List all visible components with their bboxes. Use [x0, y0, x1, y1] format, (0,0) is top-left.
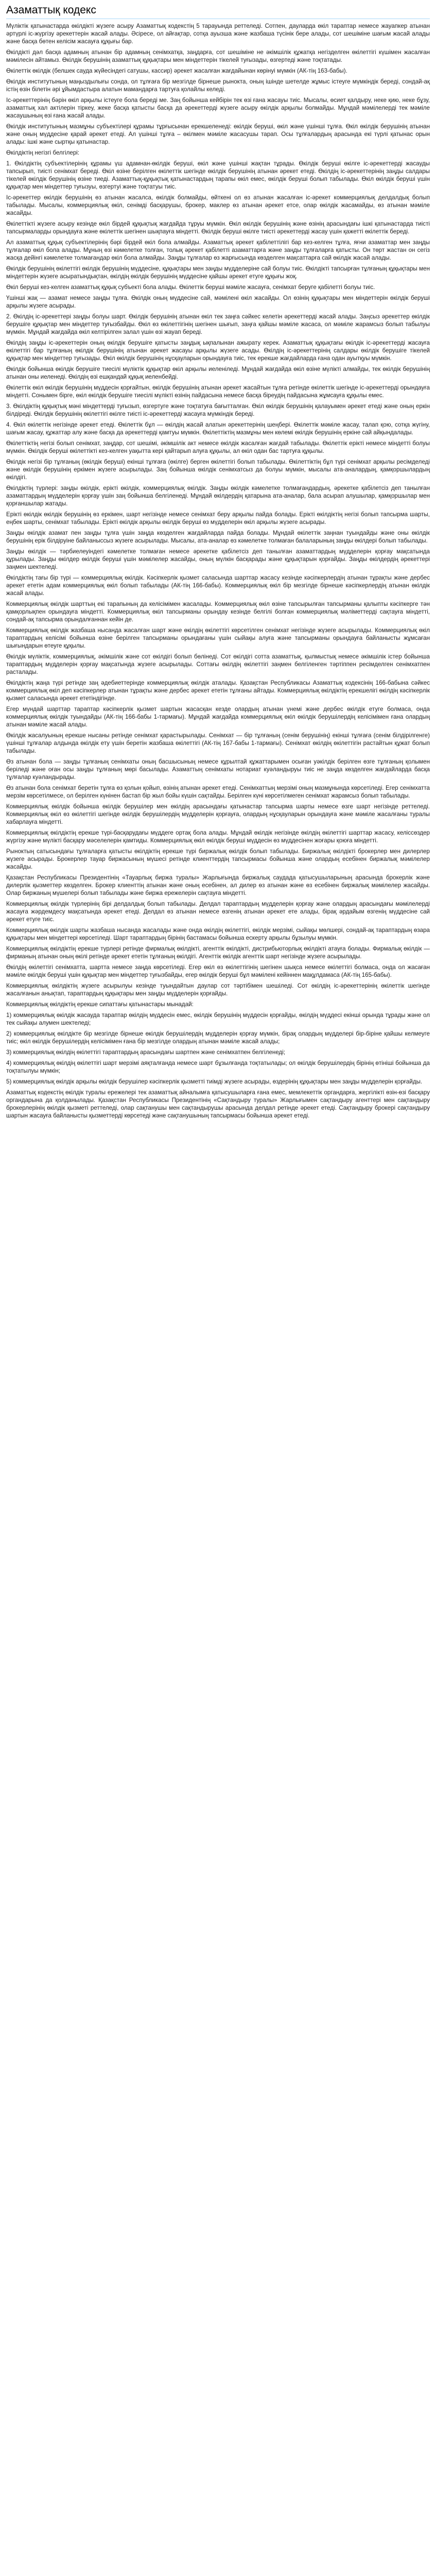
- paragraph: Коммерциялық өкілдіктің ерекше сипаттағы қатынастары мынадай:: [6, 1001, 194, 1008]
- paragraph: Коммерциялық өкілдіктің ерекше түрі-басқарудағы мүддеге ортақ бола алады. Мұндай өкілдік негізінде өкілдің өкілеттігі шарттар жасасу, келіссөздер жүргізу және мүлікті басқару мәселелерін қамтиды. Коммерциялық өкіл өкілдік беруші мүддесін өз мүддесінен жоғары қоюға міндетті.: [6, 829, 430, 844]
- paragraph: Рыноктың сатысындағы тұлғаларға қатысты өкілдіктің ерекше түрі биржалық өкілдік болып табылады. Биржалық өкілдікті брокерлер мен дилерлер жүзеге асырады. Брокерлер тауар биржасының мүшесі ретінде клиенттердің тапсырмасы бойынша және олардың есебінен биржалық мәмілелер жасайды.: [6, 848, 430, 870]
- paragraph: Коммерциялық өкілдік шарты жазбаша нысанда жасалады және онда өкілдің өкілеттігі, өкілдік мерзімі, сыйақы мөлшері, сондай-ақ тараптардың өзара құқықтары мен міндеттері көрсетіледі. Шарт тараптардың бірінің бастамасы бойынша ескерту арқылы бұзылуы мүмкін.: [6, 927, 430, 941]
- paragraph: 4. Өкіл өкілеттік негізінде әрекет етеді. Өкілеттік бұл — өкілдің жасай алатын әрекеттерінің шеңбері. Өкілеттік мәміле жасау, талап қою, сотқа жүгіну, шағым жасау, құжаттар алу және басқа да әрекеттерді қамтуы мүмкін. Өкілеттіктің мазмұны мен көлемі өкілдік берушінің еркіне сай айқындалады.: [6, 421, 430, 436]
- paragraph: Ерікті өкілдік өкілдік берушінің өз еркімен, шарт негізінде немесе сенімхат беру арқылы пайда болады. Ерікті өкілдіктің негізі болып тапсырма шарты, еңбек шарты, сенімхат табылады. Ерікті өкілдік арқылы өкілдік беруші өз мүдделерін өкіл арқылы жүзеге асырады.: [6, 511, 430, 526]
- paragraph: Ал азаматтық құқық субъектілерінің бәрі бірдей өкіл бола алмайды. Азаматтық әрекет қабілеттілігі бар кез-келген тұлға, яғни азаматтар мен заңды тұлғалар өкіл бола алады. Мұның өзі кәмелетке толған, толық әрекет қабілетті азаматтарға және заңды тұлғаларға қатысты. Он төрт жастан он сегіз жасқа дейінгі кәмелетке толмағандар өкіл бола алмайды. Заңды тұлғалар өз жарғысында көзделген мақсаттарға сай өкілдік жасай алады.: [6, 239, 430, 261]
- paragraph: Іс-әрекеттерінің бәрін өкіл арқылы істеуге бола береді ме. Заң бойынша кейбірін тек өзі ғана жасауы тиіс. Мысалы, өсиет қалдыру, неке қию, неке бұзу, азаматтық хал актілерін тіркеу, жеке басқа қатысты басқа да әрекеттерді жүзеге асыру өкілдік арқылы болмайды. Мұндай мәмілелерді тек мәміле жасаушының өзі ғана жасай алады.: [6, 97, 430, 119]
- paragraph: Өкілдіктің түрлері: заңды өкілдік, ерікті өкілдік, коммерциялық өкілдік. Заңды өкілдік кәмелетке толмағандардың, әрекетке қабілетсіз деп танылған азаматтардың мүдделерін қорғау үшін заң бойынша белгіленеді. Мұндай өкілдердің қатарына ата-аналар, бала асырап алушылар, қамқоршылар мен қорғаншылар жатады.: [6, 485, 430, 507]
- paragraph: Өз атынан бола — заңды тұлғаның сенімхаты оның басшысының немесе құрылтай құжаттарымен осыған уәкілдік берілген өзге тұлғаның қолымен беріледі және оған осы заңды тұлғаның мөрі басылады. Азаматтың сенімхаты нотариат куәландыруы тиіс не заңда көзделген жағдайларда басқа тұлғалар куәландырады.: [6, 758, 430, 781]
- paragraph: Өкілдіктің тағы бір түрі — коммерциялық өкілдік. Кәсіпкерлік қызмет саласында шарттар жасасу кезінде кәсіпкерлердің атынан тұрақты және дербес әрекет ететін адам коммерциялық өкіл болып табылады (АК-тің 166-бабы). Коммерциялық өкіл бір мезгілде бірнеше кәсіпкерлердің атынан өкілдік жасай алады.: [6, 574, 430, 597]
- paragraph: Өкілдіктің негізгі белгілері:: [6, 149, 80, 156]
- paragraph: Өкілдік мүліктік, коммерциялық, әкімшілік және сот өкілдігі болып бөлінеді. Сот өкілдігі сотта азаматтық, қылмыстық немесе әкімшілік істер бойынша тараптардың мүдделерін қорғау мақсатында жүзеге асырылады. Соттағы өкілдің өкілеттігі заңмен белгіленген тәртіппен ресімделген сенімхатпен расталады.: [6, 653, 430, 675]
- paragraph: 4) коммерциялық өкілдің өкілеттігі шарт мерзімі аяқталғанда немесе шарт бұзылғанда тоқтатылады; ол өкілдік берушілердің бірінің өтініші бойынша да тоқтатылуы мүмкін;: [6, 1060, 430, 1074]
- paragraph: 3. Өкілдіктің құқықтық мәні міндеттерді туғызып, өзгертуге және тоқтатуға бағытталған. Өкіл өкілдік берушінің қалауымен әрекет етеді және оның еркін білдіреді. Өкілдік берушінің өкілеттігі өкілге тиісті іс-әрекеттерді жасауға мүмкіндік береді.: [6, 403, 430, 417]
- paragraph: Өкілдік институтының маңыздылығы сонда, ол тұлғаға бір мезгілде бірнеше рынокта, оның ішінде шетелде жұмыс істеуге мүмкіндік береді, сондай-ақ істің өзін білетін әрі ұйымдастыра алатын мамандарға тартуға қолайлы келеді.: [6, 78, 430, 93]
- paragraph: Өкілдік бойынша өкілдік берушіге тиесілі мүліктік құқықтар өкіл арқылы иеленіледі. Мұндай жағдайда өкіл өзіне мүлікті алмайды, тек өкілдік берушінің атынан оны иеленеді. Өкілдің өзі ешқандай құқық иеленбейді.: [6, 366, 430, 380]
- paragraph: Заңды өкілдік азамат пен заңды тұлға үшін заңда көзделген жағдайларда пайда болады. Мұндай өкілеттік заңнан туындайды және оны өкілдік берушінің ерік білдіруіне байланыссыз жүзеге асырылады. Мысалы, ата-аналар өз кәмелетке толмаған балаларының заңды өкілдері болып табылады.: [6, 530, 430, 544]
- paragraph: Өкілдік негізі бір тұлғаның (өкілдік беруші) екінші тұлғаға (өкілге) берген өкілеттігі болып табылады. Өкілеттіктің бұл түрі сенімхат арқылы ресімделеді және өкілдік берушінің еркімен жүзеге асырылады. Заң бойынша өкілдік сенімхатсыз да болуы мүмкін, мысалы ата-аналардың, қамқоршылардың өкілдігі.: [6, 459, 430, 481]
- article-body: [6, 22, 430, 1120]
- paragraph: Үшінші жақ — азамат немесе заңды тұлға. Өкілдік оның мүддесіне сай, мәмілені өкіл жасайды. Ол өзінің құқықтары мен міндеттерін өкілдік беруші арқылы жүзеге асырады.: [6, 295, 430, 309]
- paragraph: Коммерциялық өкілдіктің ерекше түрлері ретінде фирмалық өкілдікті, агенттік өкілдікті, дистрибьюторлық өкілдікті атауға болады. Фирмалық өкілдік — фирманың атынан оның өкілі ретінде әрекет ететін тұлғаның өкілдігі. Агенттік өкілдік агенттік шарт негізінде жүзеге асырылады.: [6, 945, 430, 960]
- paragraph: Өкілеттіктің негізі болып сенімхат, заңдар, сот шешімі, әкімшілік акт немесе өкілдік жасалған жағдай табылады. Өкілеттік ерікті немесе міндетті болуы мүмкін. Өкілдік беруші өкілеттікті кез-келген уақытта кері қайтарып алуға құқылы, ал өкіл одан бас тартуға құқылы.: [6, 440, 430, 454]
- paragraph: 1) коммерциялық өкілдік жасауда тараптар өкілдің мүддесін емес, өкілдік берушінің мүддесін қорғайды, өкілдің мүддесі екінші орында тұрады және ол тек сыйақы алумен шектеледі;: [6, 1012, 430, 1026]
- paragraph: Өкілеттік өкілдік (белшек сауда жүйесіндегі сатушы, кассир) әрекет жасалған жағдайынан көрінуі мүмкін (АК-тің 163-бабы).: [6, 67, 347, 74]
- paragraph: Коммерциялық өкілдіктің жүзеге асырылуы кезінде туындайтын даулар сот тәртібімен шешіледі. Сот өкілдің іс-әрекеттерінің өкілеттік шегінде жасалғанын анықтап, тараптардың құқықтары мен заңды мүдделерін қорғайды.: [6, 982, 430, 997]
- paragraph: Азаматтық кодекстің өкілдік туралы ережелері тек азаматтық айналымға қатысушыларға ғана емес, мемлекеттік органдарға, жергілікті өзін-өзі басқару органдарына да қолданылады. Қазақстан Республикасы Президентінің «Сақтандыру туралы» Жарлығымен сақтандыру агенттері мен сақтандыру брокерлерінің өкілдік қызметі реттеледі, олар сақтанушы мен сақтандырушы арасында делдал ретінде әрекет етеді. Сақтандыру брокері сақтандыру шартын жасауға байланысты қызметтерді көрсетеді және сақтанушының тапсырмасы бойынша әрекет етеді.: [6, 1089, 430, 1119]
- paragraph: Мүліктік қатынастарда өкілдікті жүзеге асыру Азаматтық кодекстің 5 тарауында реттеледі. Сотпен, дауларда өкіл тараптар немесе жауапкер атынан әртүрлі іс-жүргізу әрекеттерін жасай алады. Әсіресе, ол айғақтар, сотқа ауызша және жазбаша түсінік бере алады, сот шешіміне шағым жасай алады және басқа бөтен келісім жасауға құқығы бар.: [6, 23, 430, 45]
- paragraph: Өкілеттікті жүзеге асыру кезінде өкіл бірдей құқықтық жағдайда тұруы мүмкін. Өкіл өкілдік берушінің және өзінің арасындағы ішкі қатынастарда тиісті тапсырмаларды орындауға және өкілеттік шегінен шықпауға міндетті. Өкілдік беруші өкілге тиісті әрекеттерді жасау үшін қажетті өкілеттік береді.: [6, 221, 430, 235]
- paragraph: Өкілдікті дәл басқа адамның атынан бір адамның сенімхатқа, заңдарға, сот шешіміне не әкімшілік құжатқа негізделген өкілеттігі күшімен жасалған мәмілесін айтамыз. Өкілдік берушінің азаматтық құқықтары мен міндеттерін тікелей туғызады, өзгертеді және тоқтатады.: [6, 49, 430, 63]
- paragraph: Іс-әрекеттер өкілдік берушінің өз атынан жасалса, өкілдік болмайды, өйткені ол өз атынан жасалған іс-әрекет коммерциялық делдалдық болып табылады. Мысалы, коммерциялық өкіл, сенімді басқарушы, брокер, маклер өз атынан әрекет етсе, олар өкілдік жасамайды, өз атынан мәміле жасайды.: [6, 194, 430, 216]
- paragraph: 2. Өкілдің іс-әрекеттері заңды болуы шарт. Өкілдік берушінің атынан өкіл тек заңға сәйкес келетін әрекеттерді жасай алады. Заңсыз әрекеттер өкілдік берушіге құқықтар мен міндеттер туғызбайды. Өкіл өз өкілеттігінің шегінен шығып, заңға қайшы мәміле жасаса, ол мәміле жарамсыз болып табылуы мүмкін. Мұндай жағдайда өкіл келтірілген залал үшін өзі жауап береді.: [6, 313, 430, 335]
- paragraph: Өкіл беруші кез-келген азаматтық құқық субъекті бола алады. Өкілеттік беруші мәміле жасауға, сенімхат беруге қабілетті болуы тиіс.: [6, 284, 375, 291]
- paragraph: 1. Өкілдіктің субъектілерінің құрамы үш адамнан-өкілдік беруші, өкіл және үшінші жақтан тұрады. Өкілдік беруші өкілге іс-әрекеттерді жасауды тапсырып, тиісті сенімхат береді. Өкіл өзіне берілген өкілеттік шегінде өкілдік берушінің атынан әрекет етеді. Өкілдің іс-әрекеттерінің заңды салдары тікелей өкілдік берушінің өзіне тиеді. Азаматтық-құқықтық қатынастардың тарапы өкіл емес, өкілдік беруші болып табылады. Өкіл өкілдік беруші үшін құқықтар мен міндеттер туғызуы, өзгертуі және тоқтатуы тиіс.: [6, 160, 430, 190]
- paragraph: Коммерциялық өкілдік шарттың екі тарапының да келісімімен жасалады. Коммерциялық өкіл өзіне тапсырылған тапсырманы қалыпты кәсіпкерге тән қамқорлықпен орындауға міндетті. Коммерциялық өкіл тапсырманы орындау кезінде белгілі болған коммерциялық мәліметтерді сақтауға міндетті, сондай-ақ тапсырма орындалғаннан кейін де.: [6, 601, 430, 623]
- paragraph: Өкілдің өкілеттігі сенімхатта, шартта немесе заңда көрсетіледі. Егер өкіл өз өкілеттігінің шегінен шықса немесе өкілеттігі болмаса, онда ол жасаған мәміле өкілдік беруші үшін құқықтар мен міндеттер туғызбайды, егер өкілдік беруші бұл мәмілені кейіннен мақұлдамаса (АК-тің 165-бабы).: [6, 964, 430, 978]
- paragraph: Егер мүндай шарттар тараптар кәсіпкерлік қызмет шартын жасасқан кезде олардың атынан үнемі және дербес өкілдік етуге болмаса, онда коммерциялық өкілдік туындайды (АК-тің 166-бабы 1-тармағы). Мұндай жағдайда коммерциялық өкіл өкілдік берушілердің келісімімен ғана олардың атынан мәміле жасай алады.: [6, 706, 430, 728]
- paragraph: Өкілдік берушінің өкілеттігі өкілдік берушінің мүддесіне, құқықтары мен заңды мүдделеріне сай болуы тиіс. Өкілдікті тапсырған тұлғаның құқықтары мен міндеттерін жүзеге асыратындықтан, өкілдің өкілдік берушінің мүддесіне қайшы әрекет етуге құқығы жоқ.: [6, 265, 430, 280]
- document: [0, 0, 436, 1130]
- paragraph: 2) коммерциялық өкілдікте бір мезгілде бірнеше өкілдік берушілердің мүдделерін қорғау мүмкін, бірақ олардың мүдделері бір-біріне қайшы келмеуге тиіс; өкіл өкілдік берушілердің келісімімен ғана бір мезгілде олардың атынан мәміле жасай алады;: [6, 1030, 430, 1045]
- paragraph: Өз атынан бола сенімхат беретін тұлға өз қолын қойып, өзінің атынан әрекет етеді. Сенімхаттың мерзімі оның мазмұнында көрсетіледі. Егер сенімхатта мерзім көрсетілмесе, ол берілген күнінен бастап бір жыл бойы күшін сақтайды. Берілген күні көрсетілмеген сенімхат жарамсыз болып табылады.: [6, 785, 430, 799]
- paragraph: Коммерциялық өкілдік түрлерінің бірі делдалдық болып табылады. Делдал тараптардың мүдделерін қорғау және олардың арасындағы мәмілелерді жасауға жәрдемдесу мақсатында әрекет етеді. Делдал өз атынан немесе өзгенің атынан әрекет ете алады, бірақ әрдайым өзгенің мүддесіне сай әрекет етуге тиіс.: [6, 901, 430, 923]
- paragraph: Өкілеттік өкіл өкілдік берушінің мүддесін қорғайтын, өкілдік берушінің атынан әрекет жасайтын тұлға ретінде өкілеттік шегінде іс-әрекеттерді орындауға міндетті. Сонымен бірге, өкіл өкілдік берушіге тиесілі мүлікті өзінің пайдасына немесе басқа біреудің пайдасына жұмсауға құқылы емес.: [6, 384, 430, 399]
- paragraph: 3) коммерциялық өкілдің өкілеттігі тараптардың арасындағы шартпен және сенімхатпен белгіленеді;: [6, 1049, 286, 1056]
- paragraph: 5) коммерциялық өкілдік арқылы өкілдік берушілер кәсіпкерлік қызметті тиімді жүзеге асырады, өздерінің құқықтары мен заңды мүдделерін қорғайды.: [6, 1078, 423, 1085]
- paragraph: Қазақстан Республикасы Президентінің «Тауарлық биржа туралы» Жарлығында биржалық саудада қатысушыларының арасында брокерлік және дилерлік қызметтер көзделген. Брокер клиенттің атынан және оның есебінен, ал дилер өз атынан және өз есебінен биржалық мәмілелер жасайды. Олар биржаның мүшелері болып табылады және биржа ережелерін сақтауға міндетті.: [6, 874, 430, 896]
- paragraph: Коммерциялық өкілдік жазбаша нысанда жасалған шарт және өкілдің өкілеттігі көрсетілген сенімхат негізінде жүзеге асырылады. Коммерциялық өкіл тараптардың келісімі бойынша өзіне берілген тапсырманы орындағаны үшін сыйақы алуға және тапсырманы орындауға байланысты жұмсаған шығындарын өтеуге құқылы.: [6, 627, 430, 649]
- paragraph: Коммерциялық өкілдік бойынша өкілдік берушілер мен өкілдің арасындағы қатынастар тапсырма шарты немесе өзге шарт негізінде реттеледі. Коммерциялық өкіл өз өкілеттігі шегінде өкілдік берушілердің мүдделерін қорғауға, олардың нұсқауларын орындауға және мәміле жасалғаны туралы хабарлауға міндетті.: [6, 803, 430, 825]
- paragraph: Заңды өкілдік — тәрбиелеуіндегі кәмелетке толмаған немесе әрекетке қабілетсіз деп танылған азаматтардың мүдделерін қорғау мақсатында құрылады. Заңды өкілдер өкілдік беруші үшін мәмілелер жасайды, оның мүлкін басқарады және құқықтарын қорғайды. Заңды өкілдердің әрекеттері заңмен шектеледі.: [6, 548, 430, 570]
- paragraph: Өкілдің заңды іс-әрекеттерін оның өкілдік берушіге қатысты заңдық ықпалынан ажырату керек. Азаматтық құқықтағы өкілдік іс-әрекеттерді жасауға өкілеттігі бар тұлғаның өкілдік берушінің атынан әрекет жасауы арқылы жүзеге асады. Өкілдің іс-әрекеттерінің салдары өкілдік берушіге тікелей құқықтар мен міндеттер туғызады. Өкіл өкілдік берушінің нұсқауларын орындауға тиіс, тек ерекше жағдайларда ғана одан ауытқуы мүмкін.: [6, 340, 430, 362]
- page-title: Азаматтық кодекс: [6, 4, 430, 19]
- paragraph: Өкілдік жасалуының ерекше нысаны ретінде сенімхат қарастырылады. Сенімхат — бір тұлғаның (сенім берушінің) екінші тұлғаға (сенім білдірілгенге) үшінші тұлғалар алдында өкілдік ету үшін беретін жазбаша өкілеттігі (АК-тің 167-бабы 1-тармағы). Сенімхат өкілдің өкілеттігін растайтын құжат болып табылады.: [6, 732, 430, 754]
- paragraph: Өкілдіктің жаңа түрі ретінде заң әдебиеттерінде коммерциялық өкілдік аталады. Қазақстан Республикасы Азаматтық кодексінің 166-бабына сәйкес коммерциялық өкіл деп кәсіпкерлер атынан тұрақты және дербес әрекет ететін тұлғаны айтады. Коммерциялық өкілдіктің ерекшелігі өкілдің кәсіпкерлік қызмет саласында әрекет ететіндігінде.: [6, 680, 430, 702]
- paragraph: Өкілдік институтының мазмұны субъектілері құрамы тұрғысынан ерекшеленеді: өкілдік беруші, өкіл және үшінші тұлға. Өкіл өкілдік берушінің атынан және оның мүддесіне қарай әрекет етеді. Ал үшінші тұлға – өкілмен мәміле жасасушы тарап. Осы тұлғалардың арасында екі түрлі қатынас орын алады: ішкі және сыртқы қатынастар.: [6, 123, 430, 145]
